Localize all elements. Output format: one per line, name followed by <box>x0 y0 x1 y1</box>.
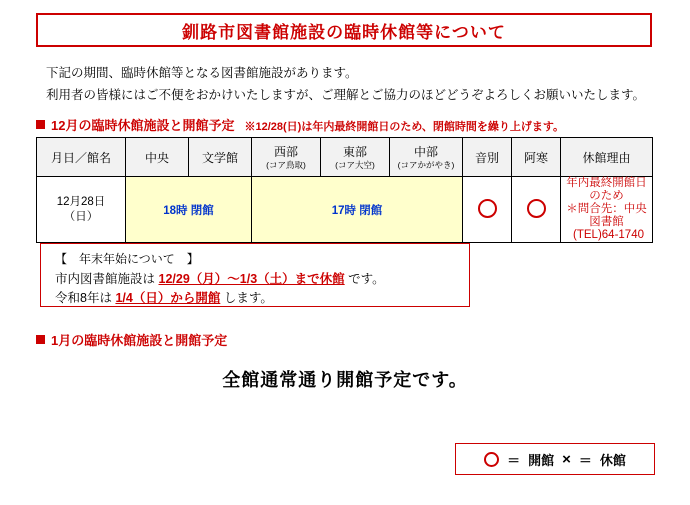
table-header-bungakukan: 文学館 <box>189 138 252 177</box>
section-heading-january-label: 1月の臨時休館施設と開館予定 <box>51 333 228 348</box>
circle-icon <box>484 452 499 467</box>
table-header-date: 月日／館名 <box>37 138 126 177</box>
intro-line-1: 下記の期間、臨時休館等となる図書館施設があります。 <box>46 66 358 80</box>
table-row <box>37 177 653 243</box>
year-end-line-2-post: します。 <box>223 291 273 305</box>
legend-equals-open: ＝ <box>507 452 521 468</box>
table-header-row <box>37 138 653 177</box>
year-end-line-1-emphasis: 12/29（月）～1/3（土）まで休館 <box>158 272 345 286</box>
year-end-line-1 <box>55 270 469 289</box>
year-end-notice-box <box>40 243 470 307</box>
cell-west-east-middle-hours: 17時 閉館 <box>252 177 463 243</box>
intro-paragraph <box>46 62 646 106</box>
section-heading-december-label: 12月の臨時休館施設と開館予定 <box>51 118 235 133</box>
table-header-east: 東部 (コア大空) <box>321 138 390 177</box>
section-heading-december <box>36 115 564 134</box>
year-end-line-2-pre: 令和8年は <box>55 291 112 305</box>
cell-reason: 年内最終開館日のため ＊問合先：中央図書館 (TEL)64-1740 <box>561 177 653 243</box>
year-end-line-2 <box>55 289 469 308</box>
cell-onbetsu-status <box>463 177 512 243</box>
section-heading-december-note: ※12/28(日)は年内最終開館日のため、閉館時間を繰り上げます。 <box>244 121 564 133</box>
page-title: 釧路市図書館施設の臨時休館等について <box>182 22 506 42</box>
circle-icon <box>527 199 546 218</box>
schedule-table <box>36 137 653 243</box>
page-title-box <box>36 13 652 47</box>
legend-equals-closed: ＝ <box>578 452 592 468</box>
cross-icon: × <box>562 450 571 468</box>
january-notice: 全館通常通り開館予定です。 <box>222 370 468 390</box>
year-end-line-1-post: です。 <box>348 272 385 286</box>
circle-icon <box>478 199 497 218</box>
table-header-akan: 阿寒 <box>512 138 561 177</box>
year-end-line-1-pre: 市内図書館施設は <box>55 272 156 286</box>
legend-open-label: 開館 <box>528 452 555 468</box>
red-square-bullet-icon <box>36 120 45 129</box>
year-end-heading: 【 年末年始について 】 <box>55 252 199 266</box>
cell-date: 12月28日 （日） <box>37 177 126 243</box>
red-square-bullet-icon <box>36 335 45 344</box>
table-header-west: 西部 (コア鳥取) <box>252 138 321 177</box>
section-heading-january <box>36 330 227 349</box>
table-header-reason: 休館理由 <box>561 138 653 177</box>
year-end-line-2-emphasis: 1/4（日）から開館 <box>115 291 221 305</box>
legend-box <box>455 443 655 475</box>
legend-closed-label: 休館 <box>599 452 626 468</box>
table-header-middle: 中部 (コアかがやき) <box>390 138 463 177</box>
cell-central-bungakukan-hours: 18時 閉館 <box>126 177 252 243</box>
cell-akan-status <box>512 177 561 243</box>
table-header-central: 中央 <box>126 138 189 177</box>
intro-line-2: 利用者の皆様にはご不便をおかけいたしますが、ご理解とご協力のほどどうぞよろしくお願いいたします。 <box>46 88 646 102</box>
table-header-onbetsu: 音別 <box>463 138 512 177</box>
